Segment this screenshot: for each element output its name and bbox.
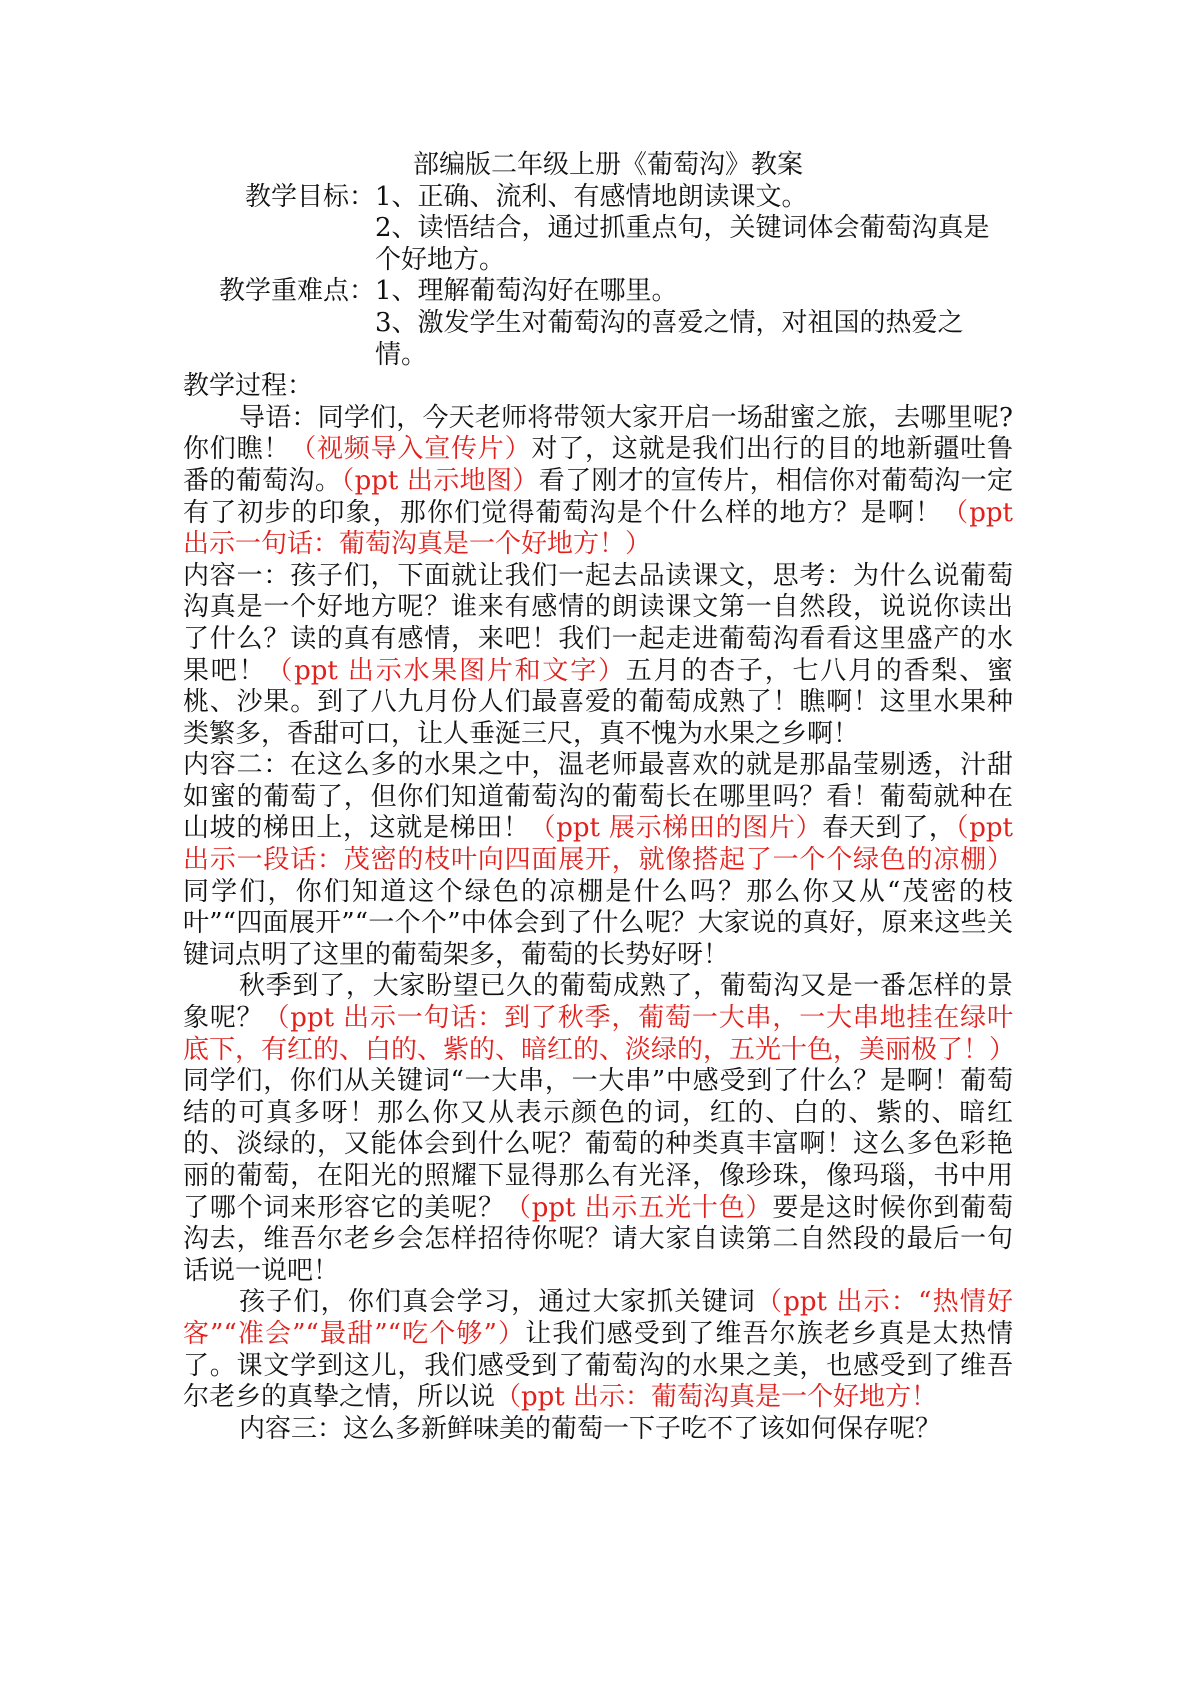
paragraph-text: 同学们，你们知道这个绿色的凉棚是什么吗？那么你又从“茂密的枝叶”“四面展开”“一个个”中体会到了什么呢？大家说的真好，原来这些关键词点明了这里的葡萄架多，葡萄的长势好呀！ — [183, 876, 1013, 970]
objective-item: 2、读悟结合，通过抓重点句，关键词体会葡萄沟真是个好地方。 — [375, 213, 990, 275]
difficulty-item: 3、激发学生对葡萄沟的喜爱之情，对祖国的热爱之情。 — [375, 307, 964, 370]
process-body — [183, 402, 1016, 1446]
difficulties-section — [183, 276, 1013, 371]
paragraph-text: 要是这时候你到葡萄沟去，维吾尔老乡会怎样招待你呢？请大家自读第二自然段的最后一句话说一说吧！ — [183, 1192, 1013, 1286]
process-label: 教学过程： — [183, 371, 314, 402]
paragraph-text: 春天到了， — [822, 813, 956, 844]
ppt-cue-text: （视频导入宣传片） — [290, 434, 532, 465]
paragraph-text: 内容二：在这么多的水果之中，温老师最喜欢的就是那晶莹剔透，汁甜如蜜的葡萄了，但你们知道葡萄沟的葡萄长在哪里吗？看！葡萄就种在山坡的梯田上，这就是梯田！ — [183, 750, 1013, 844]
paragraph-text: 看了刚才的宣传片，相信你对葡萄沟一定有了初步的印象，那你们觉得葡萄沟是个什么样的地方？是啊！ — [183, 465, 1013, 528]
ppt-cue-text: （ppt 出示一段话：茂密的枝叶向四面展开，就像搭起了一个个绿色的凉棚） — [183, 813, 1013, 876]
lesson-paragraph — [183, 1287, 1013, 1413]
ppt-cue-text: （ppt 出示：“热情好客”“准会”“最甜”“吃个够”） — [183, 1287, 1013, 1349]
objective-item: 1、正确、流利、有感情地朗读课文。 — [375, 181, 808, 212]
difficulties-list — [375, 276, 1013, 371]
paragraph-text: 内容一：孩子们，下面就让我们一起去品读课文，思考：为什么说葡萄沟真是一个好地方呢？谁来有感情的朗读课文第一自然段，说说你读出了什么？读的真有感情，来吧！我们一起走进葡萄沟看看这里盛产的水果吧！ — [183, 560, 1013, 686]
ppt-cue-text: （ppt 出示水果图片和文字） — [266, 655, 626, 686]
objectives-section — [183, 182, 1013, 277]
paragraph-text: 同学们，你们从关键词“一大串，一大串”中感受到了什么？是啊！葡萄结的可真多呀！那么你又从表示颜色的词，红的、白的、紫的、暗红的、淡绿的，又能体会到什么呢？葡萄的种类真丰富啊！这么多色彩艳丽的葡萄，在阳光的照耀下显得那么有光泽，像珍珠，像玛瑙，书中用了哪个词来形容它的美呢？ — [183, 1066, 1013, 1223]
paragraph-text: 五月的杏子，七八月的香梨、蜜桃、沙果。到了八九月份人们最喜爱的葡萄成熟了！瞧啊！这里水果种类繁多，香甜可口，让人垂涎三尺，真不愧为水果之乡啊！ — [183, 655, 1013, 749]
lesson-plan-page — [183, 150, 1016, 1445]
ppt-cue-text: （ppt 出示：葡萄沟真是一个好地方！ — [495, 1382, 938, 1413]
lesson-paragraph — [183, 561, 1013, 751]
document-title: 部编版二年级上册《葡萄沟》教案 — [412, 150, 803, 180]
ppt-cue-text: （ppt 出示一句话：葡萄沟真是一个好地方！） — [183, 497, 1013, 560]
ppt-cue-text: （ppt 出示一句话：到了秋季，葡萄一大串，一大串地挂在绿叶底下，有红的、白的、紫的、暗红的、淡绿的，五光十色，美丽极了！） — [183, 1003, 1016, 1065]
objectives-list — [375, 182, 1013, 277]
lesson-paragraph — [183, 403, 1013, 561]
paragraph-text: 导语：同学们，今天老师将带领大家开启一场甜蜜之旅，去哪里呢?你们瞧！ — [183, 402, 1013, 465]
difficulty-item: 1、理解葡萄沟好在哪里。 — [375, 276, 678, 307]
paragraph-text: 让我们感受到了维吾尔族老乡真是太热情了。课文学到这儿，我们感受到了葡萄沟的水果之美，也感受到了维吾尔老乡的真挚之情，所以说 — [183, 1318, 1013, 1413]
paragraph-text: 孩子们，你们真会学习，通过大家抓关键词 — [239, 1287, 757, 1318]
paragraph-text: 内容三：这么多新鲜味美的葡萄一下子吃不了该如何保存呢？ — [239, 1413, 942, 1444]
paragraph-text: 秋季到了，大家盼望已久的葡萄成熟了，葡萄沟又是一番怎样的景象呢？ — [183, 971, 1013, 1034]
lesson-paragraph — [183, 750, 1013, 971]
lesson-paragraph — [183, 1414, 1013, 1446]
ppt-cue-text: （ppt 展示梯田的图片） — [529, 813, 823, 844]
ppt-cue-text: （ppt 出示五光十色） — [504, 1192, 773, 1223]
difficulties-label: 教学重难点： — [218, 276, 375, 307]
objectives-label: 教学目标： — [244, 181, 375, 212]
paragraph-text: 对了，这就是我们出行的目的地新疆吐鲁番的葡萄沟。 — [183, 434, 1013, 496]
ppt-cue-text: （ppt 出示地图） — [341, 465, 539, 496]
lesson-paragraph — [183, 971, 1016, 1287]
